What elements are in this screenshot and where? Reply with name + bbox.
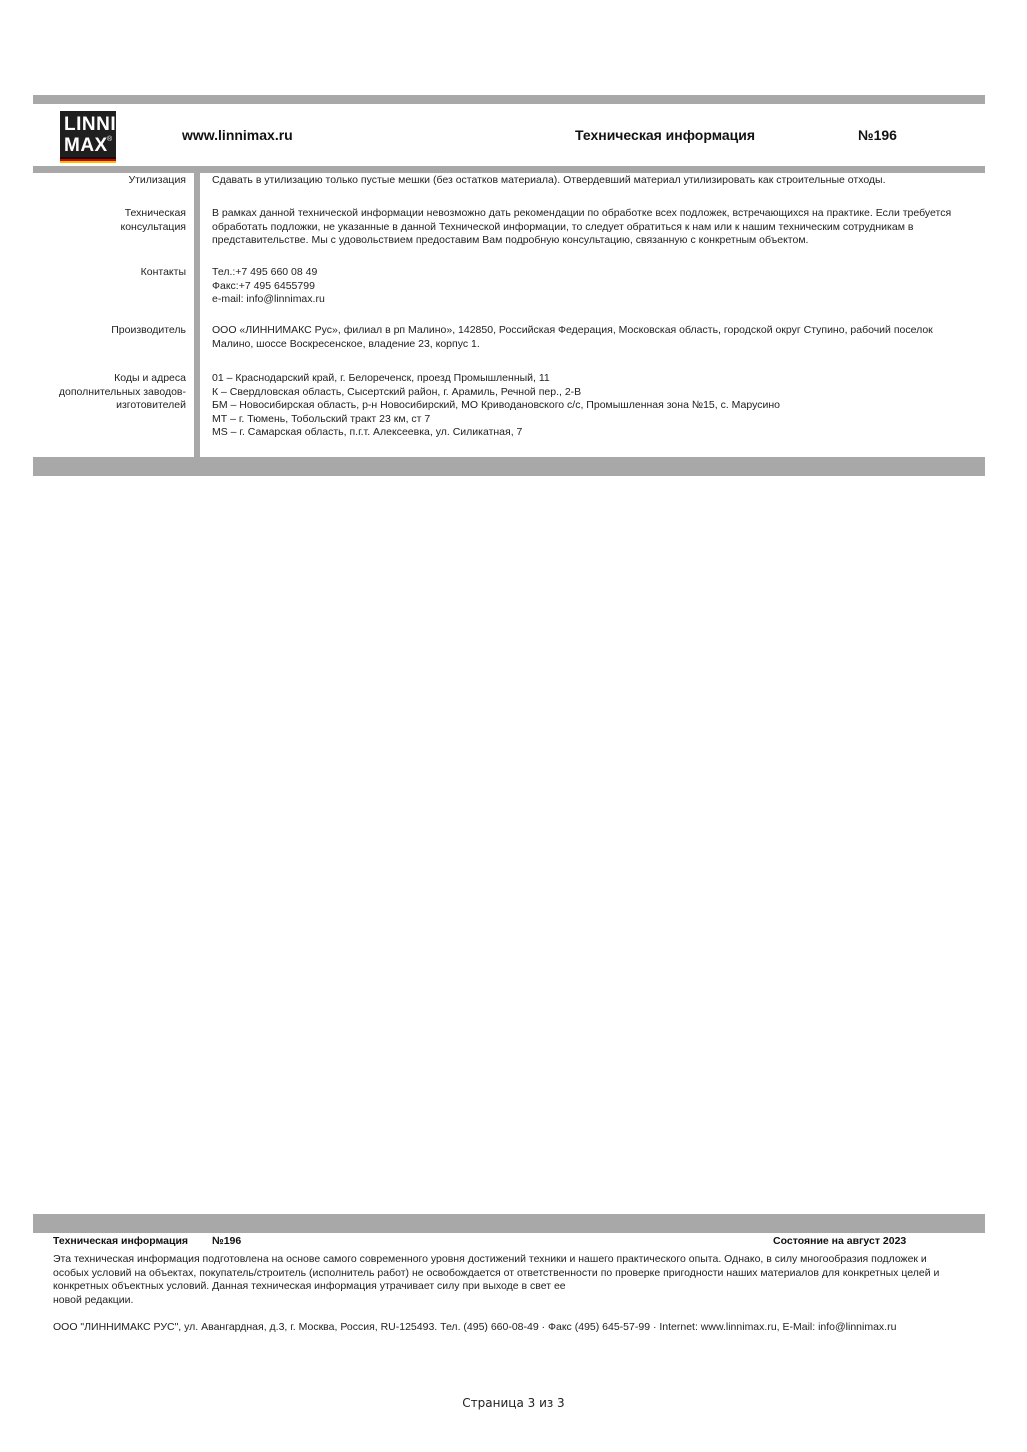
section-label-consultation: Техническая консультация	[120, 207, 186, 233]
footer-title: Техническая информация	[53, 1235, 189, 1247]
linnimax-logo	[60, 111, 116, 163]
header-number: №196	[858, 127, 897, 143]
section-text-factory-codes: 01 – Краснодарский край, г. Белореченск, проезд Промышленный, 11 К – Свердловская область, Сысертский район, г. Арамиль, Речной пер., 2-В БМ – Новосибирская область, р-н Новосибирский, МО Криводановского с/с, Промышленная зона №15, с. Марусино МТ – г. Тюмень, Тобольский тракт 23 км, ст 7 MS – г. Самарская область, п.г.т. Алексеевка, ул. Силикатная, 7	[212, 372, 780, 438]
section-label-manufacturer: Производитель	[111, 324, 186, 336]
content-bottom-bar	[33, 457, 985, 476]
footer-bar	[33, 1214, 985, 1233]
page-number: Страница 3 из 3	[462, 1396, 565, 1410]
logo-reg-mark: ®	[107, 136, 113, 143]
contact-email[interactable]: e-mail: info@linnimax.ru	[212, 293, 325, 305]
section-text-manufacturer: ООО «ЛИННИМАКС Рус», филиал в рп Малино», 142850, Российская Федерация, Московская область, городской округ Ступино, рабочий поселок Малино, шоссе Воскресенское, владение 23, корпус 1.	[212, 324, 933, 350]
header-title: Техническая информация	[575, 127, 756, 143]
section-label-factory-codes: Коды и адреса дополнительных заводов- изготовителей	[58, 372, 186, 411]
logo-line1: LINNI	[64, 114, 117, 135]
header-bottom-bar	[33, 166, 985, 173]
header-website[interactable]: www.linnimax.ru	[182, 127, 293, 143]
footer-company-info: ООО "ЛИННИМАКС РУС", ул. Авангардная, д.3, г. Москва, Россия, RU-125493. Тел. (495) 660-08-49 · Факс (495) 645-57-99 · Internet: www.linnimax.ru, E-Mail: info@linnimax.ru	[53, 1321, 897, 1333]
logo-line2: MAX	[64, 135, 108, 156]
footer-number: №196	[212, 1235, 242, 1247]
flag-stripe-gold	[60, 161, 116, 163]
section-text-utilization: Сдавать в утилизацию только пустые мешки (без остатков материала). Отвердевший материал утилизировать как строительные отходы.	[212, 174, 886, 186]
footer-disclaimer: Эта техническая информация подготовлена на основе самого современного уровня достижений техники и нашего практического опыта. Однако, в силу многообразия подложек и особых условий на объектах, покупатель/строитель (исполнитель работ) не освобождается от ответственности по проверке пригодности наших материалов для конкретных целей и конкретных объектных условий. Данная техническая информация утрачивает силу при выходе в свет ее новой редакции.	[53, 1253, 940, 1306]
header-top-bar	[33, 95, 985, 104]
footer-status: Состояние на август 2023	[773, 1235, 907, 1247]
section-label-contacts: Контакты	[140, 266, 186, 278]
contact-fax: Факс:+7 495 6455799	[212, 279, 315, 292]
contact-phone: Тел.:+7 495 660 08 49	[212, 266, 318, 278]
section-text-consultation: В рамках данной технической информации невозможно дать рекомендации по обработке всех подложек, встречающихся на практике. Если требуется обработать подложки, не указанные в данной Технической информации, то следует обратиться к нам или к нашим техническим сотрудникам в представительстве. Мы с удовольствием предоставим Вам подробную консультацию, связанную с конкретным объектом.	[212, 207, 952, 246]
column-divider	[194, 173, 200, 457]
section-label-utilization: Утилизация	[128, 174, 186, 186]
section-text-contacts	[212, 266, 972, 307]
